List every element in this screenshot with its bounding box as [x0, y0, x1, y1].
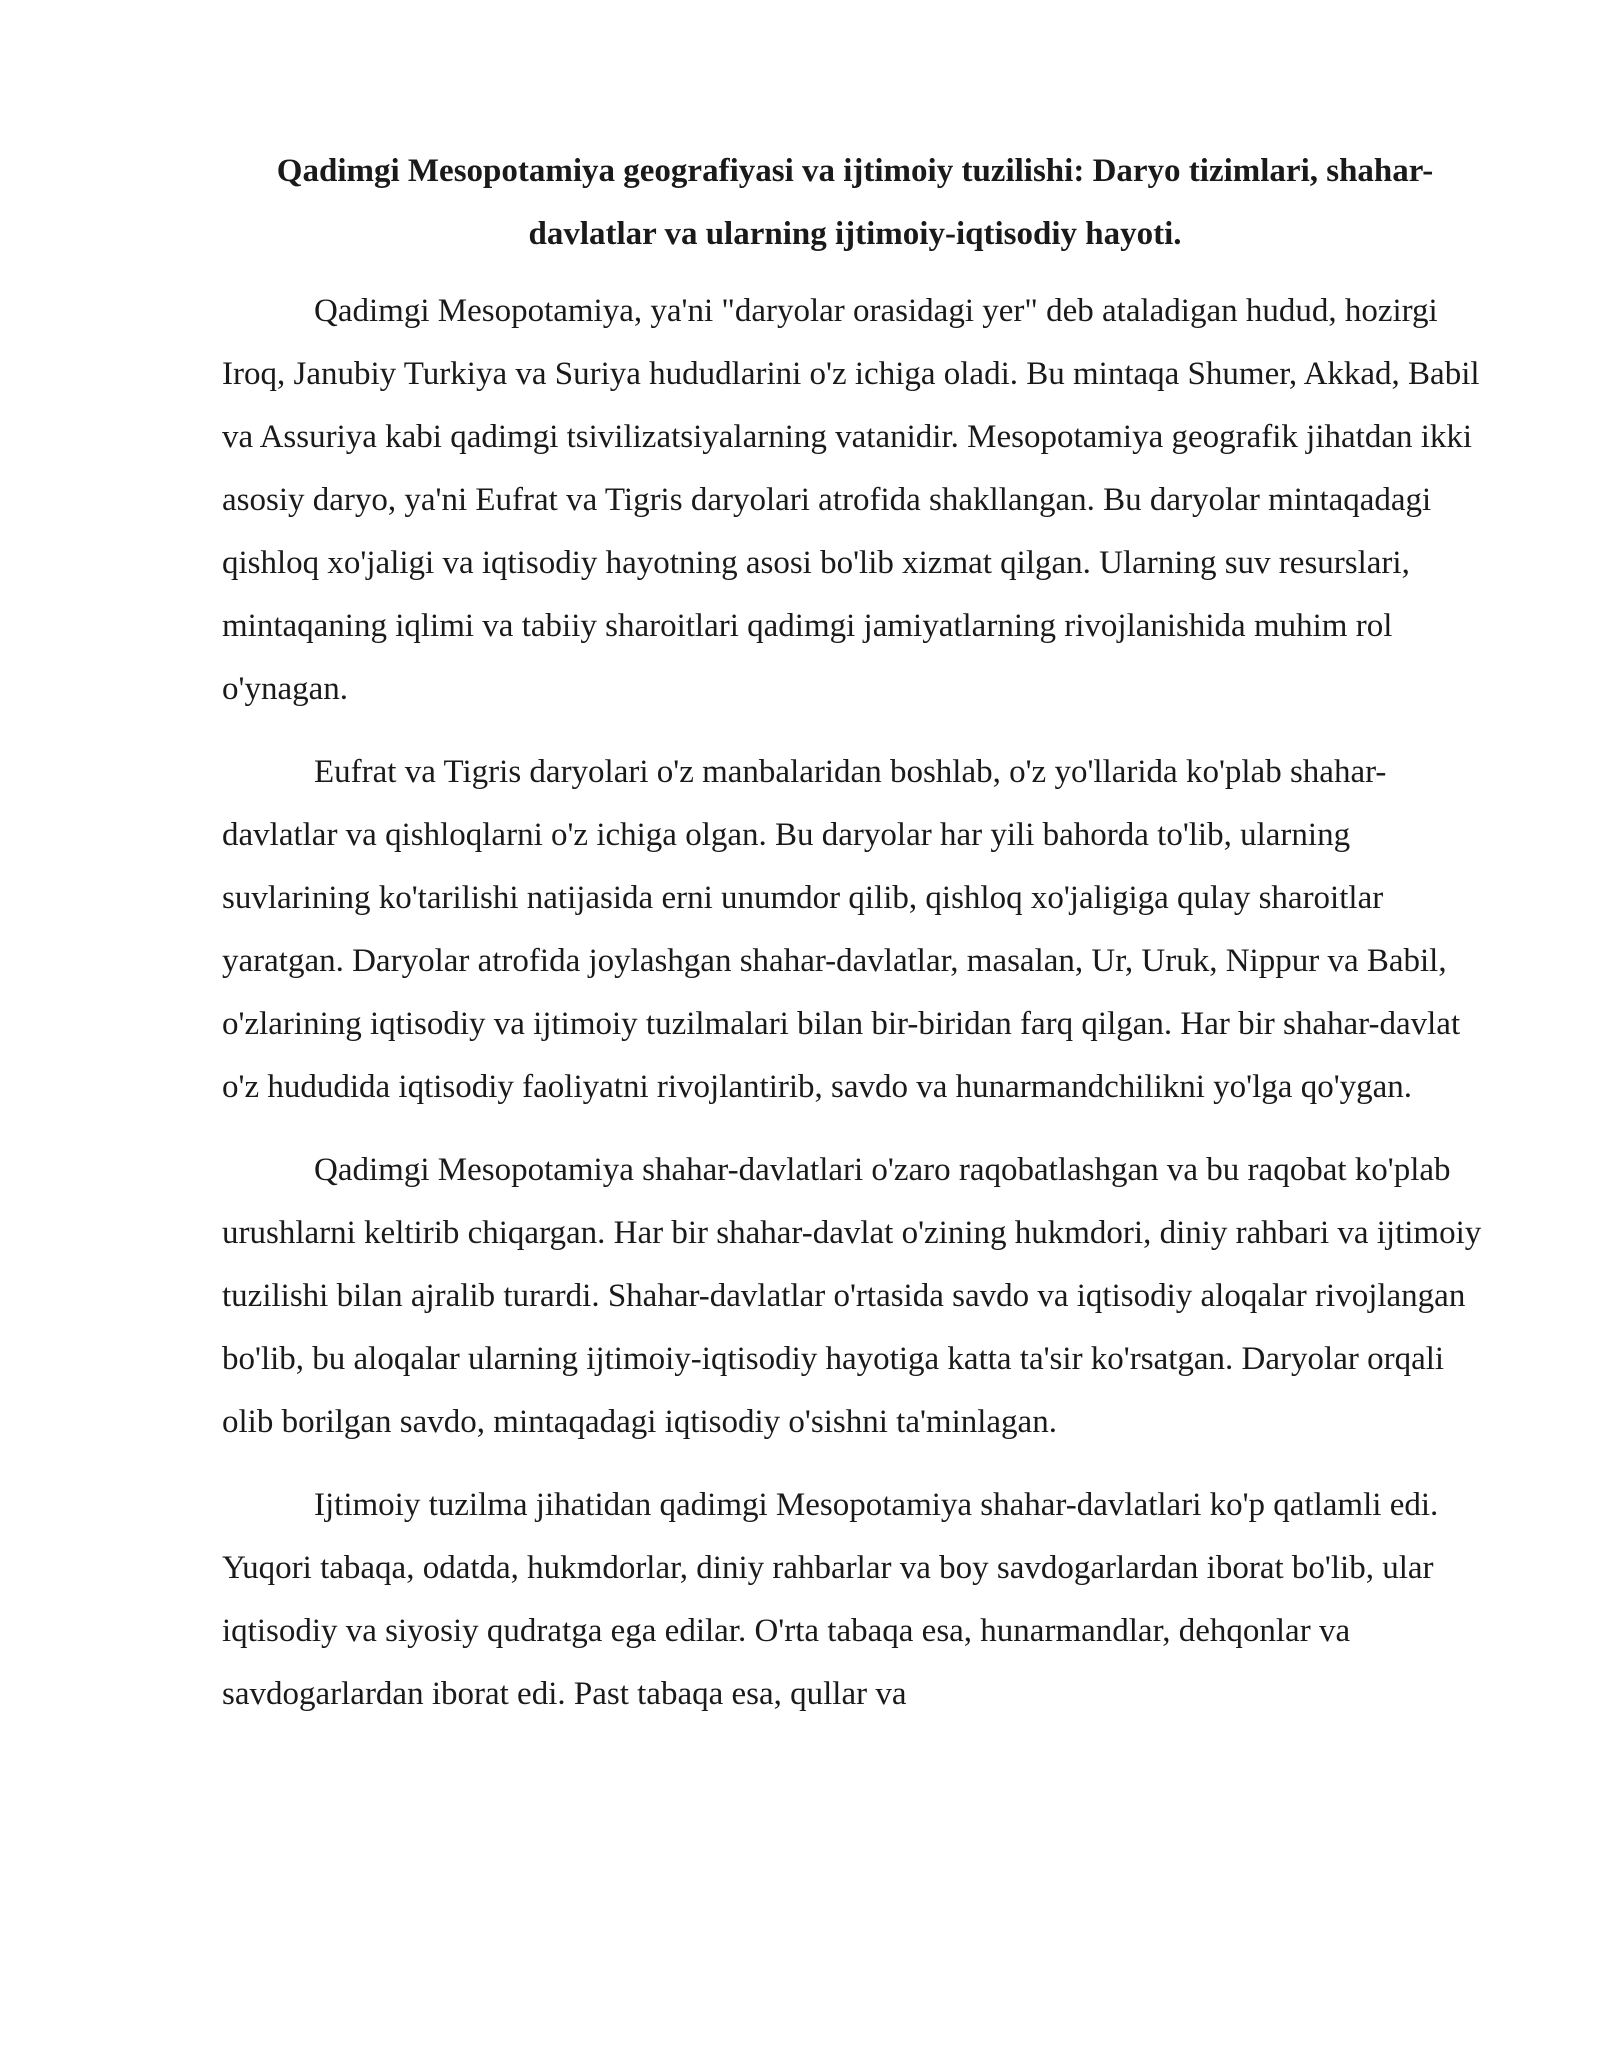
paragraph-2: Eufrat va Tigris daryolari o'z manbalaridan boshlab, o'z yo'llarida ko'plab shahar-davlatlar va qishloqlarni o'z ichiga olgan. Bu daryolar har yili bahorda to'lib, ularning suvlarining ko'tarilishi natijasida erni unumdor qilib, qishloq xo'jaligiga qulay sharoitlar yaratgan. Daryolar atrofida joylashgan shahar-davlatlar, masalan, Ur, Uruk, Nippur va Babil, o'zlarining iqtisodiy va ijtimoiy tuzilmalari bilan bir-biridan farq qilgan. Har bir shahar-davlat o'z hududida iqtisodiy faoliyatni rivojlantirib, savdo va hunarmandchilikni yo'lga qo'ygan.: [222, 754, 1461, 1105]
document-title: Qadimgi Mesopotamiya geografiyasi va ijtimoiy tuzilishi: Daryo tizimlari, shahar-davlatlar va ularning ijtimoiy-iqtisodiy hayoti.: [276, 153, 1434, 252]
document-body: [222, 140, 1488, 1746]
paragraph-1: Qadimgi Mesopotamiya, ya'ni "daryolar orasidagi yer" deb ataladigan hudud, hozirgi Iroq, Janubiy Turkiya va Suriya hududlarini o'z ichiga oladi. Bu mintaqa Shumer, Akkad, Babil va Assuriya kabi qadimgi tsivilizatsiyalarning vatanidir. Mesopotamiya geografik jihatdan ikki asosiy daryo, ya'ni Eufrat va Tigris daryolari atrofida shakllangan. Bu daryolar mintaqadagi qishloq xo'jaligi va iqtisodiy hayotning asosi bo'lib xizmat qilgan. Ularning suv resurslari, mintaqaning iqlimi va tabiiy sharoitlari qadimgi jamiyatlarning rivojlanishida muhim rol o'ynagan.: [222, 293, 1480, 707]
paragraph-4: Ijtimoiy tuzilma jihatidan qadimgi Mesopotamiya shahar-davlatlari ko'p qatlamli edi. Yuqori tabaqa, odatda, hukmdorlar, diniy rahbarlar va boy savdogarlardan iborat bo'lib, ular iqtisodiy va siyosiy qudratga ega edilar. O'rta tabaqa esa, hunarmandlar, dehqonlar va savdogarlardan iborat edi. Past tabaqa esa, qullar va: [222, 1487, 1439, 1712]
paragraph-3: Qadimgi Mesopotamiya shahar-davlatlari o'zaro raqobatlashgan va bu raqobat ko'plab urushlarni keltirib chiqargan. Har bir shahar-davlat o'zining hukmdori, diniy rahbari va ijtimoiy tuzilishi bilan ajralib turardi. Shahar-davlatlar o'rtasida savdo va iqtisodiy aloqalar rivojlangan bo'lib, bu aloqalar ularning ijtimoiy-iqtisodiy hayotiga katta ta'sir ko'rsatgan. Daryolar orqali olib borilgan savdo, mintaqadagi iqtisodiy o'sishni ta'minlagan.: [222, 1152, 1482, 1440]
